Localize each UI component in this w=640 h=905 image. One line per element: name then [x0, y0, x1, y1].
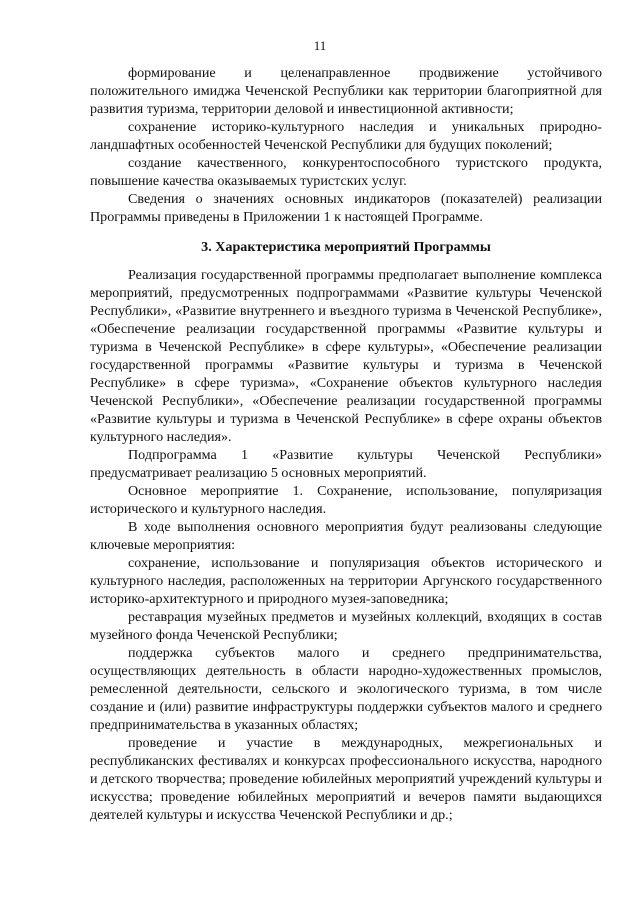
- paragraph: создание качественного, конкурентоспособного туристского продукта, повышение качества оказываемых туристских услуг.: [90, 155, 602, 189]
- paragraph: проведение и участие в международных, межрегиональных и республиканских фестивалях и конкурсах профессионального искусства, народного и детского творчества; проведение юбилейных мероприятий учреждений культуры и искусства; проведение юбилейных мероприятий и вечеров памяти выдающихся деятелей культуры и искусства Чеченской Республики и др.;: [90, 735, 602, 823]
- paragraph: В ходе выполнения основного мероприятия будут реализованы следующие ключевые мероприятия:: [90, 519, 602, 553]
- section-heading: 3. Характеристика мероприятий Программы: [201, 239, 491, 255]
- paragraph: формирование и целенаправленное продвижение устойчивого положительного имиджа Чеченской Республики как территории благоприятной для развития туризма, территории деловой и инвестиционной активности;: [90, 65, 602, 117]
- paragraph: Реализация государственной программы предполагает выполнение комплекса мероприятий, предусмотренных подпрограммами «Развитие культуры Чеченской Республики», «Развитие внутреннего и въездного туризма в Чеченской Республике», «Обеспечение реализации государственной программы «Развитие культуры и туризма в Чеченской Республике» в сфере культуры», «Обеспечение реализации государственной программы «Развитие культуры и туризма в Чеченской Республике» в сфере туризма», «Сохранение объектов культурного наследия Чеченской Республики», «Обеспечение реализации государственной программы «Развитие культуры и туризма в Чеченской Республике» в сфере охраны объектов культурного наследия».: [90, 267, 602, 445]
- paragraph: реставрация музейных предметов и музейных коллекций, входящих в состав музейного фонда Чеченской Республики;: [90, 609, 602, 643]
- page-number: 11: [313, 38, 327, 53]
- paragraph: сохранение историко-культурного наследия и уникальных природно-ландшафтных особенностей Чеченской Республики для будущих поколений;: [90, 119, 602, 153]
- paragraph: Подпрограмма 1 «Развитие культуры Чеченской Республики» предусматривает реализацию 5 основных мероприятий.: [90, 447, 602, 481]
- paragraph: поддержка субъектов малого и среднего предпринимательства, осуществляющих деятельность в области народно-художественных промыслов, ремесленной деятельности, сельского и экологического туризма, в том числе создание и (или) развитие инфраструктуры поддержки субъектов малого и среднего предпринимательства в указанных областях;: [90, 645, 602, 733]
- paragraph: Основное мероприятие 1. Сохранение, использование, популяризация исторического и культурного наследия.: [90, 483, 602, 517]
- paragraph: сохранение, использование и популяризация объектов исторического и культурного наследия, расположенных на территории Аргунского государственного историко-архитектурного и природного музея-заповедника;: [90, 555, 602, 607]
- paragraph: Сведения о значениях основных индикаторов (показателей) реализации Программы приведены в Приложении 1 к настоящей Программе.: [90, 191, 602, 225]
- page-body: [90, 64, 602, 824]
